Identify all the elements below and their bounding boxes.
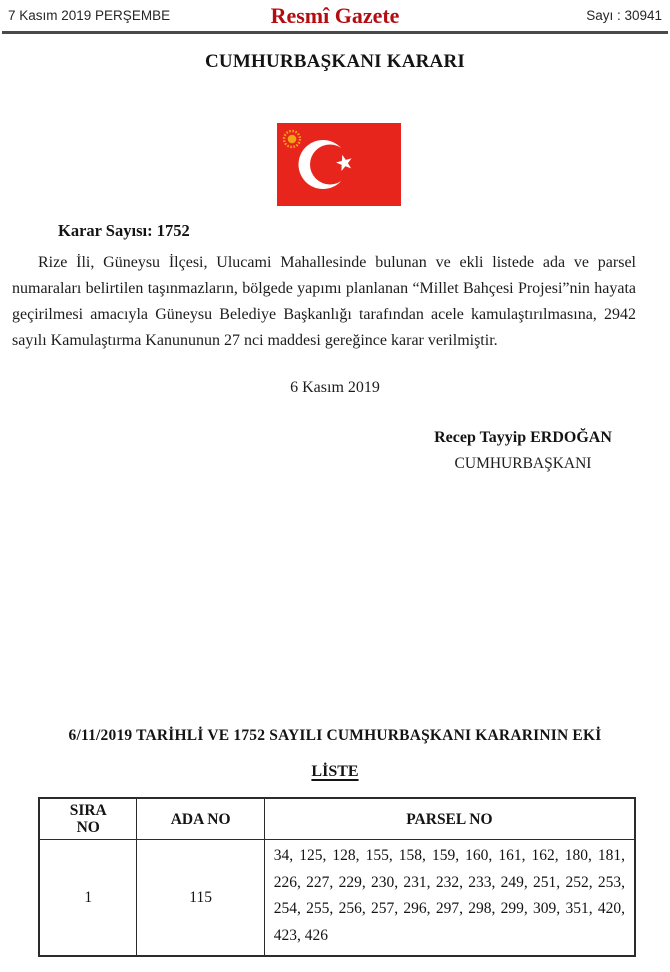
decree-body-paragraph: Rize İli, Güneysu İlçesi, Ulucami Mahallesinde bulunan ve ekli listede ada ve parsel numaraları belirtilen taşınmazların, bölgede yapımı planlanan “Millet Bahçesi Projesi”nin hayata geçirilmesi amacıyla Güneysu Belediye Başkanlığı tarafından acele kamulaştırılmasına, 2942 sayılı Kamulaştırma Kanununun 27 nci maddesi gereğince karar verilmiştir. (12, 254, 636, 349)
signature-block (412, 429, 634, 473)
column-header-sira-no-text: SIRA NO (69, 802, 107, 836)
turkish-presidential-flag-image (277, 123, 401, 206)
table-row (39, 840, 635, 957)
parcel-table (38, 797, 636, 957)
decree-number: Karar Sayısı: 1752 (58, 221, 190, 240)
column-header-ada-no: ADA NO (137, 798, 264, 840)
annex-list-label-text: LİSTE (311, 763, 359, 780)
masthead (0, 0, 670, 30)
cell-sira-no: 1 (39, 840, 137, 957)
table-header-row (39, 798, 635, 840)
masthead-divider (2, 31, 668, 34)
annex-list-label (0, 763, 670, 781)
flag-svg (277, 123, 401, 206)
sun-emblem-icon (288, 135, 297, 144)
masthead-issue-number: Sayı : 30941 (586, 7, 663, 23)
signatory-title: CUMHURBAŞKANI (454, 455, 592, 472)
cell-parsel-no: 34, 125, 128, 155, 158, 159, 160, 161, 162, 180, 181, 226, 227, 229, 230, 231, 232, 233, 249, 251, 252, 253, 254, 255, 256, 257, 296, 297, 298, 299, 309, 351, 420, 423, 426 (264, 840, 635, 957)
annex-heading: 6/11/2019 TARİHLİ VE 1752 SAYILI CUMHURBAŞKANI KARARININ EKİ (68, 727, 602, 744)
cell-ada-no: 115 (137, 840, 264, 957)
column-header-parsel-no: PARSEL NO (264, 798, 635, 840)
masthead-title: Resmî Gazete (270, 3, 400, 28)
column-header-sira-no (39, 798, 137, 840)
decree-date: 6 Kasım 2019 (290, 379, 380, 396)
signatory-name: Recep Tayyip ERDOĞAN (434, 429, 612, 446)
decree-heading: CUMHURBAŞKANI KARARI (205, 51, 465, 72)
masthead-date: 7 Kasım 2019 PERŞEMBE (8, 7, 171, 23)
